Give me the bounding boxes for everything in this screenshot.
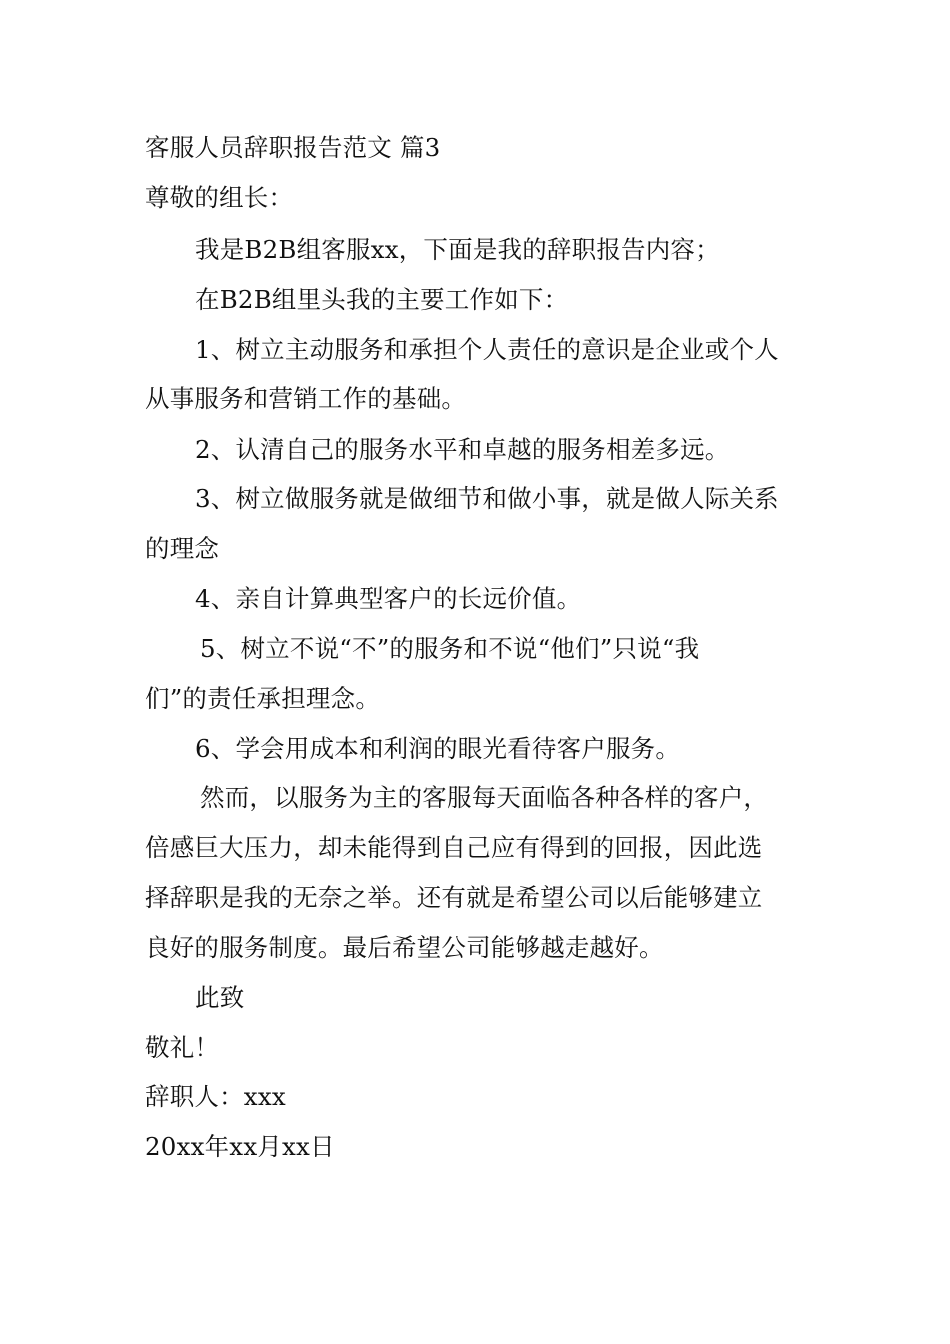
- list-item-6-line1: 6、学会用成本和利润的眼光看待客户服务。: [195, 734, 681, 763]
- list-item-1-line1: 1、树立主动服务和承担个人责任的意识是企业或个人: [195, 335, 779, 364]
- list-item-5-line1: 5、树立不说“不”的服务和不说“他们”只说“我: [200, 634, 700, 663]
- closing-jing-li: 敬礼！: [145, 1033, 220, 1062]
- closing-ci-zhi: 此致: [195, 983, 245, 1012]
- conclusion-line-1: 然而，以服务为主的客服每天面临各种各样的客户，: [200, 783, 769, 812]
- list-item-4-line1: 4、亲自计算典型客户的长远价值。: [195, 584, 582, 613]
- document-title: 客服人员辞职报告范文 篇3: [145, 133, 441, 162]
- salutation: 尊敬的组长：: [145, 183, 294, 212]
- list-item-5-line2: 们”的责任承担理念。: [145, 684, 381, 713]
- work-heading: 在B2B组里头我的主要工作如下：: [195, 285, 569, 314]
- intro-paragraph: 我是B2B组客服xx，下面是我的辞职报告内容；: [195, 235, 720, 264]
- conclusion-line-2: 倍感巨大压力，却未能得到自己应有得到的回报，因此选: [145, 833, 763, 862]
- list-item-2-line1: 2、认清自己的服务水平和卓越的服务相差多远。: [195, 435, 730, 464]
- list-item-3-line2: 的理念: [145, 534, 220, 563]
- date: 20xx年xx月xx日: [145, 1132, 335, 1161]
- signature: 辞职人：xxx: [145, 1082, 286, 1111]
- conclusion-line-3: 择辞职是我的无奈之举。还有就是希望公司以后能够建立: [145, 883, 763, 912]
- list-item-3-line1: 3、树立做服务就是做细节和做小事，就是做人际关系: [195, 484, 779, 513]
- conclusion-line-4: 良好的服务制度。最后希望公司能够越走越好。: [145, 933, 664, 962]
- list-item-1-line2: 从事服务和营销工作的基础。: [145, 384, 467, 413]
